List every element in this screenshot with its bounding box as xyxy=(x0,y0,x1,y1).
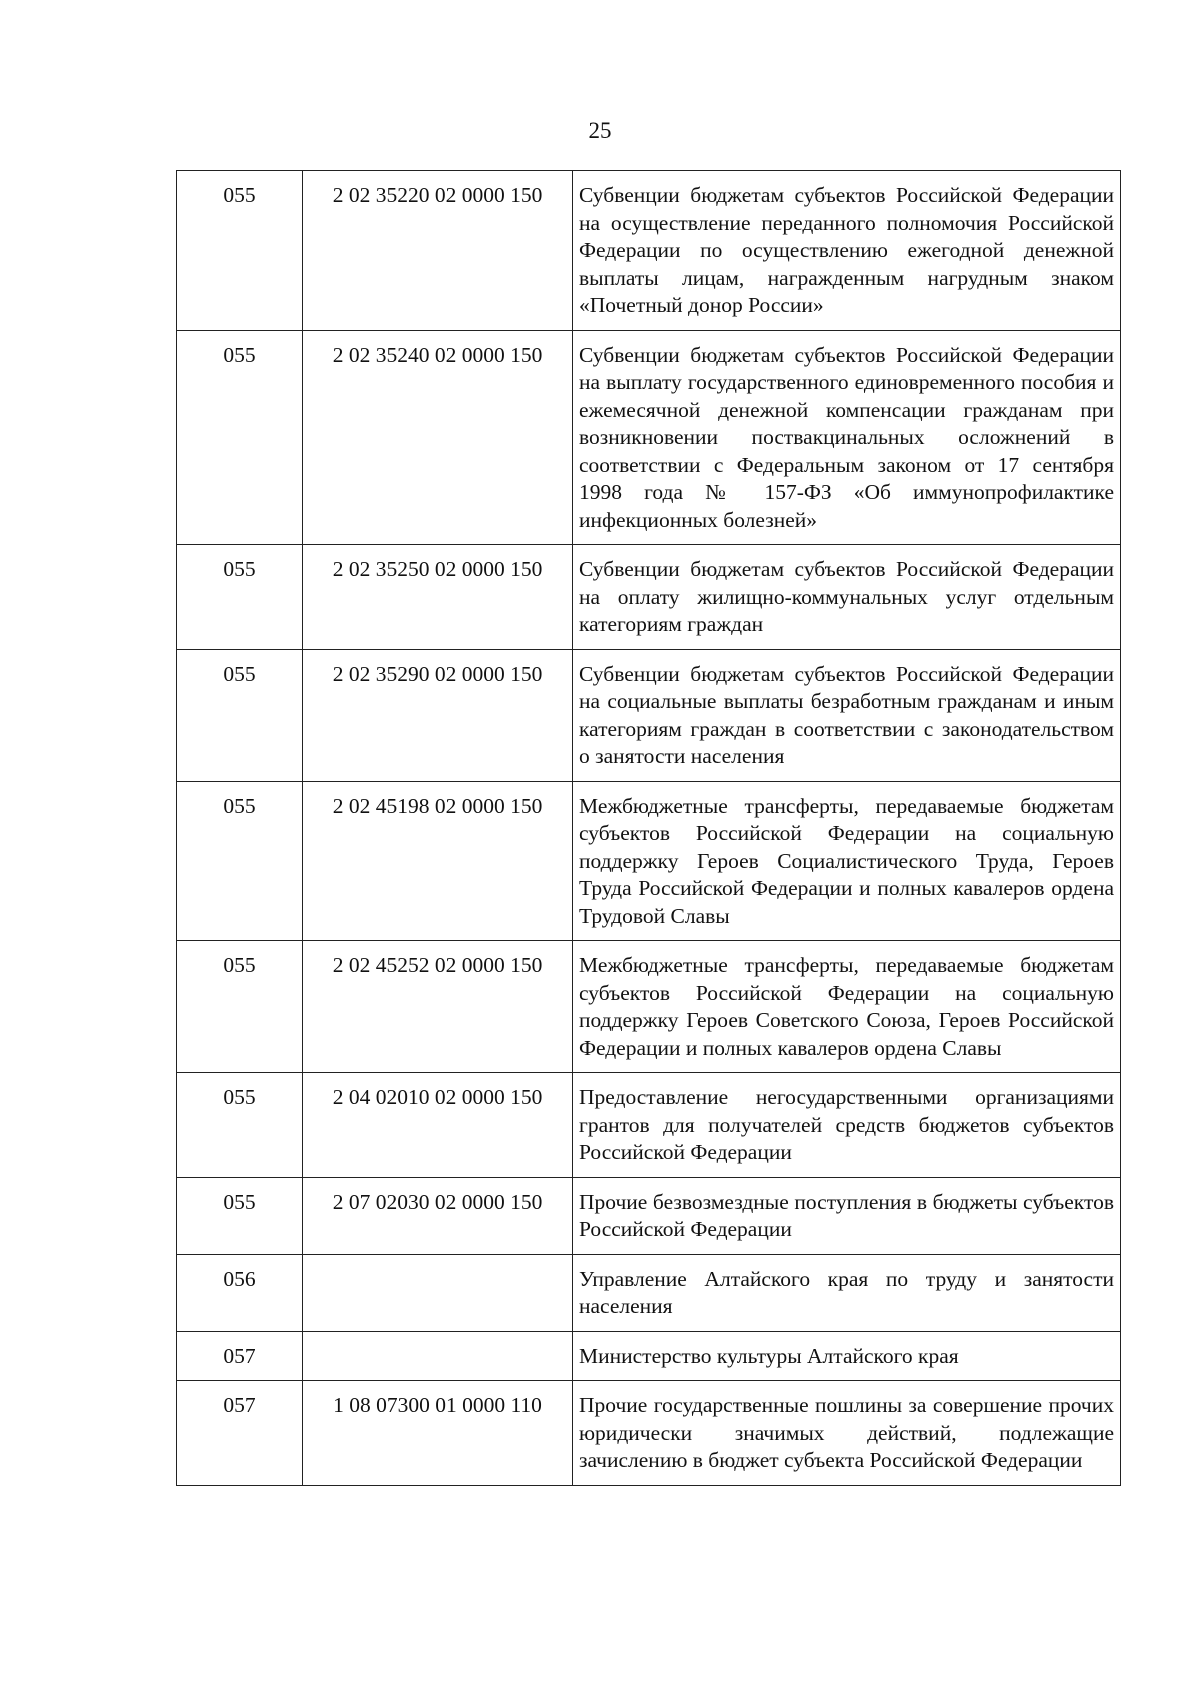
revenue-code-cell: 2 02 45252 02 0000 150 xyxy=(303,941,573,1073)
admin-code-cell: 057 xyxy=(177,1381,303,1486)
table-row xyxy=(177,1073,1121,1178)
admin-code-cell: 055 xyxy=(177,781,303,941)
admin-code-cell: 056 xyxy=(177,1254,303,1331)
revenue-name-cell: Субвенции бюджетам субъектов Российской Федерации на выплату государственного единовременного пособия и ежемесячной денежной компенсации гражданам при возникновении поствакцинальных осложнений в соответствии с Федеральным законом от 17 сентября 1998 года № 157-ФЗ «Об иммунопрофилактике инфекционных болезней» xyxy=(573,330,1121,545)
admin-code-cell: 055 xyxy=(177,545,303,650)
table-row xyxy=(177,330,1121,545)
table-row xyxy=(177,781,1121,941)
revenue-code-cell: 2 02 35250 02 0000 150 xyxy=(303,545,573,650)
revenue-name-cell: Прочие безвозмездные поступления в бюджеты субъектов Российской Федерации xyxy=(573,1177,1121,1254)
revenue-name-cell: Межбюджетные трансферты, передаваемые бюджетам субъектов Российской Федерации на социальную поддержку Героев Социалистического Труда, Героев Труда Российской Федерации и полных кавалеров ордена Трудовой Славы xyxy=(573,781,1121,941)
table-row xyxy=(177,649,1121,781)
admin-code-cell: 055 xyxy=(177,941,303,1073)
revenue-code-cell: 2 02 35240 02 0000 150 xyxy=(303,330,573,545)
admin-code-cell: 055 xyxy=(177,649,303,781)
revenue-name-cell: Прочие государственные пошлины за совершение прочих юридически значимых действий, подлежащие зачислению в бюджет субъекта Российской Федерации xyxy=(573,1381,1121,1486)
revenue-name-cell: Межбюджетные трансферты, передаваемые бюджетам субъектов Российской Федерации на социальную поддержку Героев Советского Союза, Героев Российской Федерации и полных кавалеров ордена Славы xyxy=(573,941,1121,1073)
table-row xyxy=(177,1331,1121,1381)
admin-code-cell: 055 xyxy=(177,330,303,545)
table-row xyxy=(177,1381,1121,1486)
admin-code-cell: 055 xyxy=(177,1073,303,1178)
revenue-code-cell: 2 02 35290 02 0000 150 xyxy=(303,649,573,781)
revenue-code-cell: 2 02 45198 02 0000 150 xyxy=(303,781,573,941)
revenue-code-cell: 1 08 07300 01 0000 110 xyxy=(303,1381,573,1486)
revenue-name-cell: Субвенции бюджетам субъектов Российской Федерации на социальные выплаты безработным гражданам и иным категориям граждан в соответствии с законодательством о занятости населения xyxy=(573,649,1121,781)
revenue-name-cell: Субвенции бюджетам субъектов Российской Федерации на оплату жилищно-коммунальных услуг отдельным категориям граждан xyxy=(573,545,1121,650)
revenue-name-cell: Управление Алтайского края по труду и занятости населения xyxy=(573,1254,1121,1331)
admin-code-cell: 055 xyxy=(177,1177,303,1254)
table-row xyxy=(177,171,1121,331)
budget-classification-table xyxy=(176,170,1121,1486)
revenue-code-cell: 2 04 02010 02 0000 150 xyxy=(303,1073,573,1178)
admin-code-cell: 055 xyxy=(177,171,303,331)
revenue-name-cell: Субвенции бюджетам субъектов Российской Федерации на осуществление переданного полномочия Российской Федерации по осуществлению ежегодной денежной выплаты лицам, награжденным нагрудным знаком «Почетный донор России» xyxy=(573,171,1121,331)
table-row xyxy=(177,1177,1121,1254)
table-row xyxy=(177,941,1121,1073)
revenue-name-cell: Министерство культуры Алтайского края xyxy=(573,1331,1121,1381)
revenue-code-cell xyxy=(303,1254,573,1331)
table-row xyxy=(177,545,1121,650)
page-number: 25 xyxy=(588,118,612,143)
table-row xyxy=(177,1254,1121,1331)
admin-code-cell: 057 xyxy=(177,1331,303,1381)
revenue-name-cell: Предоставление негосударственными организациями грантов для получателей средств бюджетов субъектов Российской Федерации xyxy=(573,1073,1121,1178)
revenue-code-cell: 2 02 35220 02 0000 150 xyxy=(303,171,573,331)
revenue-code-cell: 2 07 02030 02 0000 150 xyxy=(303,1177,573,1254)
revenue-code-cell xyxy=(303,1331,573,1381)
